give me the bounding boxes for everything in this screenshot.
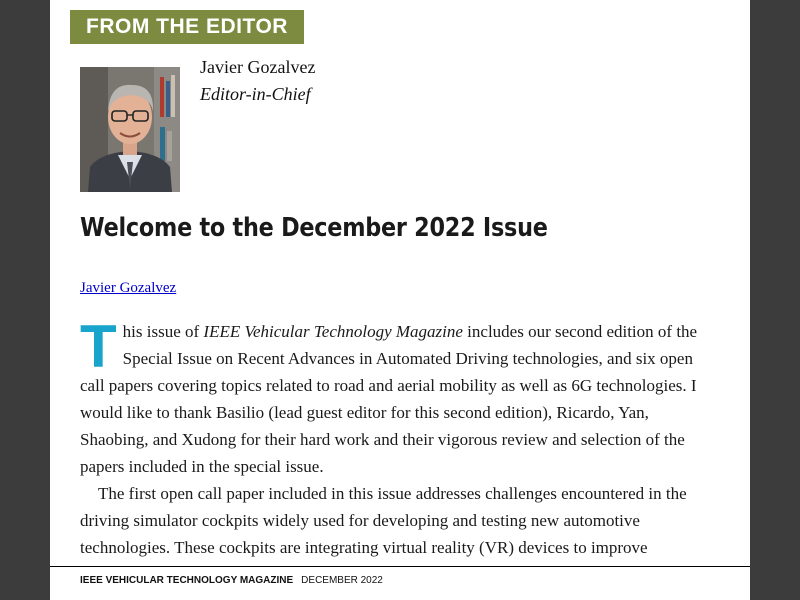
author-link[interactable]: Javier Gozalvez — [80, 280, 177, 296]
magazine-name: IEEE Vehicular Technology Magazine — [203, 322, 463, 341]
editor-role: Editor-in-Chief — [200, 84, 311, 104]
left-gutter — [0, 0, 50, 600]
right-gutter — [750, 0, 800, 600]
paragraph-1-start: his issue of — [122, 322, 204, 341]
page-footer — [80, 575, 383, 586]
footer-magazine: IEEE VEHICULAR TECHNOLOGY MAGAZINE — [80, 575, 294, 586]
section-banner: FROM THE EDITOR — [70, 10, 304, 44]
article-title: Welcome to the December 2022 Issue — [80, 213, 548, 243]
footer-date: DECEMBER 2022 — [301, 575, 383, 586]
paragraph-1 — [80, 318, 720, 480]
editor-portrait-image — [80, 67, 180, 192]
paragraph-2: The first open call paper included in this issue addresses challenges encountered in the driving simulator cockpits widely used for developing and testing new automotive technologies. These cockpits are integrating virtual reality (VR) devices to improve — [80, 484, 687, 557]
editor-photo — [80, 67, 180, 192]
article-body — [80, 318, 720, 566]
paragraph-1-rest: includes our second edition of the Special Issue on Recent Advances in Automated Driving technologies, and six open call papers covering topics related to road and aerial mobility as well as 6G technologies. I would like to thank Basilio (lead guest editor for this second edition), Ricardo, Yan, Shaobing, and Xudong for their hard work and their vigorous review and selection of the papers included in the special issue. — [80, 322, 698, 476]
drop-cap: T — [80, 318, 117, 380]
editor-name: Javier Gozalvez — [200, 57, 316, 77]
footer-divider — [50, 566, 750, 567]
document-page — [50, 0, 750, 600]
